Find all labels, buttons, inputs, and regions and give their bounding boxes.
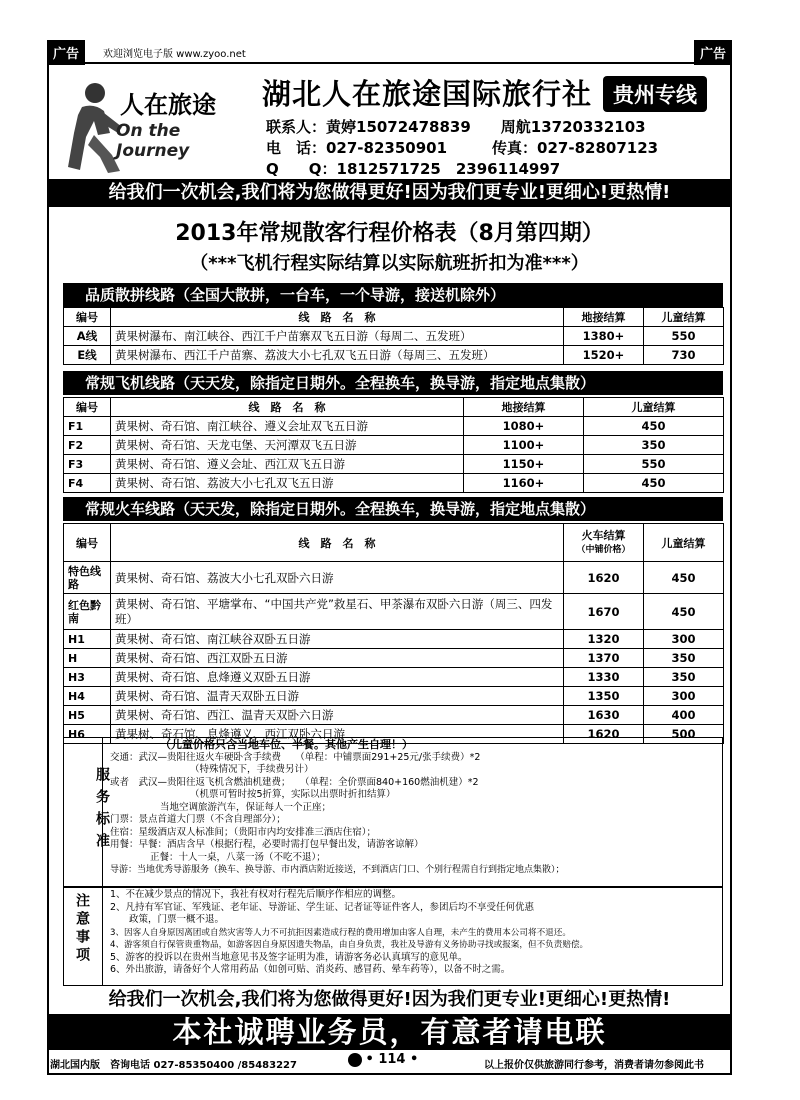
col-code: 编号	[64, 398, 111, 417]
row-child: 350	[644, 649, 724, 668]
footer-left: 湖北国内版 咨询电话 027-85350400 /85483227	[50, 1060, 297, 1071]
row-child: 500	[644, 725, 724, 744]
service-line: 用餐：早餐：酒店含早（根据行程，必要时需打包早餐出发，请游客谅解）	[110, 839, 424, 850]
row-child: 450	[644, 562, 724, 594]
row-route: 黄果树、奇石馆、温青天双卧五日游	[111, 687, 564, 706]
row-route: 黄果树、奇石馆、南江峡谷、遵义会址双飞五日游	[111, 417, 464, 436]
logo-cn: 人在旅途	[120, 90, 216, 119]
note-line: 2、凡持有军官证、军残证、老年证、导游证、学生证、记者证等证件客人，参团后均不享受任何优惠	[110, 901, 535, 913]
slogan-bottom: 给我们一次机会,我们将为您做得更好!因为我们更专业!更细心!更热情!	[49, 986, 730, 1014]
col-route: 线 路 名 称	[111, 524, 564, 562]
row-code: H4	[64, 687, 111, 706]
table-row	[64, 455, 724, 474]
note-line: 1、不在减少景点的情况下，我社有权对行程先后顺序作相应的调整。	[110, 889, 402, 900]
service-line: （儿童价格只含当地车位、半餐。其他产生自理！）	[160, 738, 413, 751]
table-row	[64, 562, 724, 594]
row-price: 1670	[564, 594, 644, 630]
row-child: 300	[644, 687, 724, 706]
row-code: 红色黔南	[64, 594, 111, 630]
note-line: 4、游客须自行保管贵重物品，如游客因自身原因遗失物品，由自身负责，我社及导游有义务协助寻找或报案，但不负责赔偿。	[110, 940, 589, 950]
line-tag: 贵州专线	[603, 76, 707, 112]
service-line: 导游：当地优秀导游服务（换车、换导游、市内酒店附近接送，不到酒店门口、个别行程需自行到指定地点集散）；	[110, 865, 565, 875]
contact-1: 联系人：黄婷15072478839 周航13720332103	[266, 118, 646, 136]
row-code: H3	[64, 668, 111, 687]
row-price: 1370	[564, 649, 644, 668]
top-bar	[47, 40, 732, 64]
row-child: 550	[644, 327, 724, 346]
row-price: 1330	[564, 668, 644, 687]
row-code: H1	[64, 630, 111, 649]
page-title: 2013年常规散客行程价格表（8月第四期）	[175, 221, 604, 246]
row-price: 1630	[564, 706, 644, 725]
col-child: 儿童结算	[584, 398, 724, 417]
table-header	[64, 398, 724, 417]
note-line: 6、外出旅游，请备好个人常用药品（如创可贴、消炎药、感冒药、晕车药等），以备不时之需。	[110, 964, 511, 975]
section1-table	[63, 307, 724, 365]
section2-heading: 常规飞机线路（天天发，除指定日期外。全程换车，换导游，指定地点集散）	[63, 371, 723, 395]
welcome-text: 欢迎浏览电子版 www.zyoo.net	[103, 49, 246, 60]
section2-table	[63, 397, 724, 493]
col-route: 线 路 名 称	[111, 398, 464, 417]
row-code: F2	[64, 436, 111, 455]
row-code: 特色线路	[64, 562, 111, 594]
row-route: 黄果树、奇石馆、息烽遵义双卧五日游	[111, 668, 564, 687]
col-child: 儿童结算	[644, 308, 724, 327]
row-child: 450	[584, 474, 724, 493]
table-row	[64, 594, 724, 630]
logo-en: On the Journey	[116, 121, 190, 161]
logo	[60, 75, 250, 175]
row-child: 450	[584, 417, 724, 436]
row-route: 黄果树、奇石馆、西江、温青天双卧六日游	[111, 706, 564, 725]
row-route: 黄果树、奇石馆、南江峡谷双卧五日游	[111, 630, 564, 649]
row-child: 350	[584, 436, 724, 455]
table-row	[64, 687, 724, 706]
row-child: 450	[644, 594, 724, 630]
row-route: 黄果树、奇石馆、平塘掌布、“中国共产党”救星石、甲茶瀑布双卧六日游（周三、四发班）	[111, 594, 564, 630]
row-route: 黄果树、奇石馆、息烽遵义、西江双卧六日游	[111, 725, 564, 744]
table-row	[64, 649, 724, 668]
row-price: 1620	[564, 725, 644, 744]
row-code: H	[64, 649, 111, 668]
row-code: E线	[64, 346, 111, 365]
row-child: 730	[644, 346, 724, 365]
ad-label-left: 广告	[47, 40, 85, 65]
table-row	[64, 630, 724, 649]
row-price: 1150+	[464, 455, 584, 474]
section1-heading: 品质散拼线路（全国大散拼，一台车，一个导游，接送机除外）	[63, 283, 723, 307]
col-price: 地接结算	[564, 308, 644, 327]
row-code: F3	[64, 455, 111, 474]
row-price: 1620	[564, 562, 644, 594]
ad-label-right: 广告	[694, 40, 732, 65]
row-child: 400	[644, 706, 724, 725]
footer-page	[348, 1052, 418, 1067]
row-route: 黄果树、奇石馆、荔波大小七孔双卧六日游	[111, 562, 564, 594]
row-price: 1380+	[564, 327, 644, 346]
table-header	[64, 524, 724, 562]
service-label-text: 服务标准	[94, 767, 110, 855]
col-price	[564, 524, 644, 562]
service-line: 住宿：星级酒店双人标准间；（贵阳市内均安排准三酒店住宿）；	[110, 826, 377, 838]
section3-table	[63, 523, 724, 744]
service-line: 当地空调旅游汽车，保证每人一个正座；	[160, 801, 332, 813]
table-row	[64, 346, 724, 365]
row-code: H6	[64, 725, 111, 744]
row-code: H5	[64, 706, 111, 725]
table-row	[64, 436, 724, 455]
row-route: 黄果树、奇石馆、西江双卧五日游	[111, 649, 564, 668]
row-route: 黄果树、奇石馆、遵义会址、西江双飞五日游	[111, 455, 464, 474]
row-code: A线	[64, 327, 111, 346]
footer-right: 以上报价仅供旅游同行参考，消费者请勿参阅此书	[484, 1060, 704, 1071]
col-price: 地接结算	[464, 398, 584, 417]
col-code: 编号	[64, 308, 111, 327]
table-row	[64, 417, 724, 436]
row-child: 300	[644, 630, 724, 649]
col-price-label: 火车结算	[581, 528, 626, 542]
contact-3: Q Q：1812571725 2396114997	[266, 160, 561, 178]
service-line: 交通：武汉—贵阳往返火车硬卧含手续费 （单程：中铺票面291+25元/张手续费）*2	[110, 751, 481, 763]
row-price: 1520+	[564, 346, 644, 365]
row-route: 黄果树瀑布、西江千户苗寨、荔波大小七孔双飞五日游（每周三、五发班）	[111, 346, 564, 365]
table-row	[64, 706, 724, 725]
row-child: 550	[584, 455, 724, 474]
table-row	[64, 668, 724, 687]
company-name: 湖北人在旅途国际旅行社	[262, 77, 593, 111]
row-route: 黄果树、奇石馆、天龙屯堡、天河潭双飞五日游	[111, 436, 464, 455]
col-child: 儿童结算	[644, 524, 724, 562]
note-line: 政策，门票一概不退。	[110, 914, 225, 925]
note-line: 5、游客的投诉以在贵州当地意见书及签字证明为准，请游客务必认真填写的意见单。	[110, 951, 468, 963]
service-line: （特殊情况下，手续费另计）	[190, 764, 314, 775]
table-header	[64, 308, 724, 327]
row-price: 1320	[564, 630, 644, 649]
service-line: 门票：景点首道大门票（不含自理部分）；	[110, 814, 286, 825]
note-line: 3、因客人自身原因离团或自然灾害等人力不可抗拒因素造成行程的费用增加由客人自理，未产生的费用本公司将不退还。	[110, 927, 571, 938]
page-subtitle: （***飞机行程实际结算以实际航班折扣为准***）	[190, 253, 589, 274]
row-price: 1350	[564, 687, 644, 706]
page-number: • 114 •	[365, 1052, 419, 1067]
notes-label	[63, 887, 103, 986]
row-code: F4	[64, 474, 111, 493]
row-price: 1100+	[464, 436, 584, 455]
row-code: F1	[64, 417, 111, 436]
notes-text	[110, 889, 722, 977]
row-child: 350	[644, 668, 724, 687]
col-price-note: （中铺价格）	[576, 544, 631, 555]
row-route: 黄果树瀑布、南江峡谷、西江千户苗寨双飞五日游（每周二、五发班）	[111, 327, 564, 346]
service-line: （机票可暂时按5折算，实际以出票时折扣结算）	[190, 789, 396, 800]
service-line: 正餐：十人一桌，八菜一汤（不吃不退）；	[150, 851, 326, 863]
page-badge-icon	[348, 1053, 362, 1067]
service-text	[110, 739, 720, 877]
row-route: 黄果树、奇石馆、荔波大小七孔双飞五日游	[111, 474, 464, 493]
row-price: 1080+	[464, 417, 584, 436]
col-route: 线 路 名 称	[111, 308, 564, 327]
service-line: 或者 武汉—贵阳往返飞机含燃油机建费； （单程：全价票面840+160燃油机建）*2	[110, 776, 479, 788]
notes-label-text: 注意事项	[74, 893, 90, 965]
table-row	[64, 327, 724, 346]
recruit-banner: 本社诚聘业务员，有意者请电联	[49, 1014, 730, 1050]
col-code: 编号	[64, 524, 111, 562]
contact-2: 电 话：027-82350901 传真：027-82807123	[266, 139, 659, 157]
service-label	[63, 737, 110, 887]
section3-heading: 常规火车线路（天天发，除指定日期外。全程换车，换导游，指定地点集散）	[63, 497, 723, 521]
table-row	[64, 474, 724, 493]
row-price: 1160+	[464, 474, 584, 493]
slogan-top: 给我们一次机会,我们将为您做得更好!因为我们更专业!更细心!更热情!	[49, 179, 730, 207]
